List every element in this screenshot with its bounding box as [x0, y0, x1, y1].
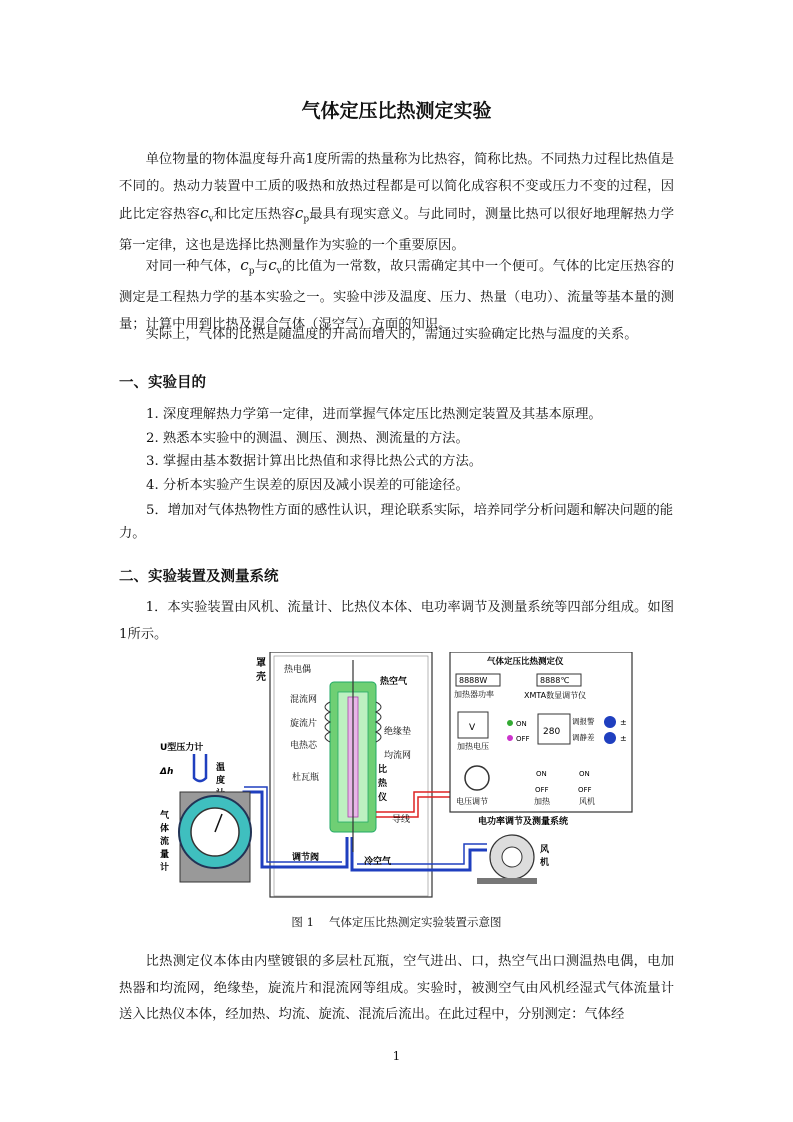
- section-1-heading: 一、实验目的: [119, 375, 206, 391]
- svg-text:温: 温: [216, 763, 226, 773]
- objectives-list: [119, 403, 674, 545]
- svg-text:绝缘垫: 绝缘垫: [384, 727, 412, 737]
- svg-text:混流网: 混流网: [290, 695, 318, 705]
- svg-text:加热器功率: 加热器功率: [454, 690, 494, 699]
- intro-paragraph-1: 单位物量的物体温度每升高1度所需的热量称为比热容，简称比热。不同热力过程比热值是不同的。热动力装置中工质的吸热和放热过程都是可以简化成容积不变或压力不变的过程，因此比定容热容$c_v$和比定压热容$c_p$最具有现实意义。与此同时，测量比热可以很好地理解热力学第一定律，这也是选择比热测量作为实验的一个重要原因。: [119, 152, 674, 254]
- list-item: 3. 掌握由基本数据计算出比热值和求得比热公式的方法。: [146, 454, 483, 469]
- list-item: 4. 分析本实验产生误差的原因及减小误差的可能途径。: [146, 477, 469, 493]
- svg-text:电热芯: 电热芯: [290, 741, 318, 751]
- svg-text:调报警: 调报警: [572, 717, 595, 726]
- apparatus-diagram: [152, 652, 634, 907]
- svg-text:XMTA数显调节仪: XMTA数显调节仪: [524, 691, 587, 700]
- page-title: 气体定压比热测定实验: [301, 100, 492, 122]
- svg-text:电功率调节及测量系统: 电功率调节及测量系统: [478, 817, 569, 827]
- svg-text:导线: 导线: [392, 815, 411, 825]
- svg-text:流: 流: [160, 837, 170, 847]
- page-number: 1: [392, 1049, 401, 1063]
- svg-text:度: 度: [216, 776, 226, 786]
- svg-text:加热电压: 加热电压: [457, 742, 489, 751]
- svg-text:调静差: 调静差: [572, 733, 595, 742]
- svg-text:机: 机: [540, 858, 550, 868]
- svg-text:仪: 仪: [378, 793, 388, 803]
- svg-text:ON: ON: [536, 770, 547, 778]
- svg-text:量: 量: [160, 850, 170, 860]
- svg-text:气: 气: [160, 811, 170, 821]
- svg-text:8888W: 8888W: [459, 676, 488, 685]
- list-item: 2. 熟悉本实验中的测温、测压、测热、测流量的方法。: [146, 430, 469, 446]
- svg-text:热电偶: 热电偶: [284, 665, 312, 675]
- wire: [376, 772, 452, 812]
- svg-text:热空气: 热空气: [380, 677, 408, 687]
- svg-text:杜瓦瓶: 杜瓦瓶: [292, 773, 320, 783]
- svg-text:OFF: OFF: [578, 786, 592, 794]
- svg-text:±: ±: [620, 718, 627, 727]
- svg-text:冷空气: 冷空气: [364, 857, 392, 867]
- svg-text:计: 计: [160, 863, 170, 873]
- svg-text:加热: 加热: [534, 797, 550, 806]
- svg-text:风: 风: [540, 845, 550, 855]
- svg-text:U型压力计: U型压力计: [160, 743, 204, 753]
- list-item: 1. 深度理解热力学第一定律，进而掌握气体定压比热测定装置及其基本原理。: [146, 407, 602, 422]
- svg-text:电压调节: 电压调节: [456, 797, 488, 806]
- u-manometer: [194, 754, 206, 781]
- list-item: 5．增加对气体热物性方面的感性认识，理论联系实际，培养同学分析问题和解决问题的能力。: [119, 503, 674, 541]
- intro-paragraph-2: 对同一种气体，$c_p$与$c_v$的比值为一常数，故只需确定其中一个便可。气体的比定压热容的测定是工程热力学的基本实验之一。实验中涉及温度、压力、热量（电功）、流量等基本量的测量；计算中用到比热及混合气体（湿空气）方面的知识。: [119, 256, 675, 332]
- voltage-knob: [465, 766, 489, 790]
- svg-text:ON: ON: [516, 720, 527, 728]
- svg-text:±: ±: [620, 734, 627, 743]
- svg-text:比: 比: [378, 765, 388, 775]
- svg-text:280: 280: [543, 727, 561, 737]
- svg-text:旋流片: 旋流片: [290, 719, 318, 729]
- section-2-paragraph-1: 1．本实验装置由风机、流量计、比热仪本体、电功率调节及测量系统等四部分组成。如图1所示。: [119, 600, 674, 642]
- figure-caption: 图 1 气体定压比热测定实验装置示意图: [291, 915, 502, 929]
- svg-text:OFF: OFF: [535, 786, 549, 794]
- section-2-heading: 二、实验装置及测量系统: [119, 569, 279, 585]
- svg-text:均流网: 均流网: [384, 751, 412, 761]
- svg-text:8888℃: 8888℃: [540, 676, 570, 685]
- svg-text:风机: 风机: [579, 797, 595, 806]
- svg-text:气体定压比热测定仪: 气体定压比热测定仪: [487, 657, 564, 667]
- svg-text:OFF: OFF: [516, 735, 530, 743]
- intro-paragraph-3: 实际上，气体的比热是随温度的升高而增大的，需通过实验确定比热与温度的关系。: [145, 327, 638, 342]
- label-hood: 罩: [256, 658, 266, 669]
- svg-text:ON: ON: [579, 770, 590, 778]
- svg-text:体: 体: [160, 824, 170, 834]
- svg-text:V: V: [469, 723, 476, 733]
- svg-text:Δh: Δh: [160, 767, 174, 777]
- svg-text:热: 热: [378, 779, 388, 789]
- section-2-paragraph-2: 比热测定仪本体由内壁镀银的多层杜瓦瓶，空气进出、口，热空气出口测温热电偶，电加热器和均流网，绝缘垫，旋流片和混流网等组成。实验时，被测空气由风机经湿式气体流量计送入比热仪本体，经加热、均流、旋流、混流后流出。在此过程中，分别测定：气体经: [119, 954, 674, 1022]
- svg-text:调节阀: 调节阀: [292, 853, 320, 863]
- insulation-pad: [376, 702, 381, 742]
- svg-text:壳: 壳: [256, 672, 266, 683]
